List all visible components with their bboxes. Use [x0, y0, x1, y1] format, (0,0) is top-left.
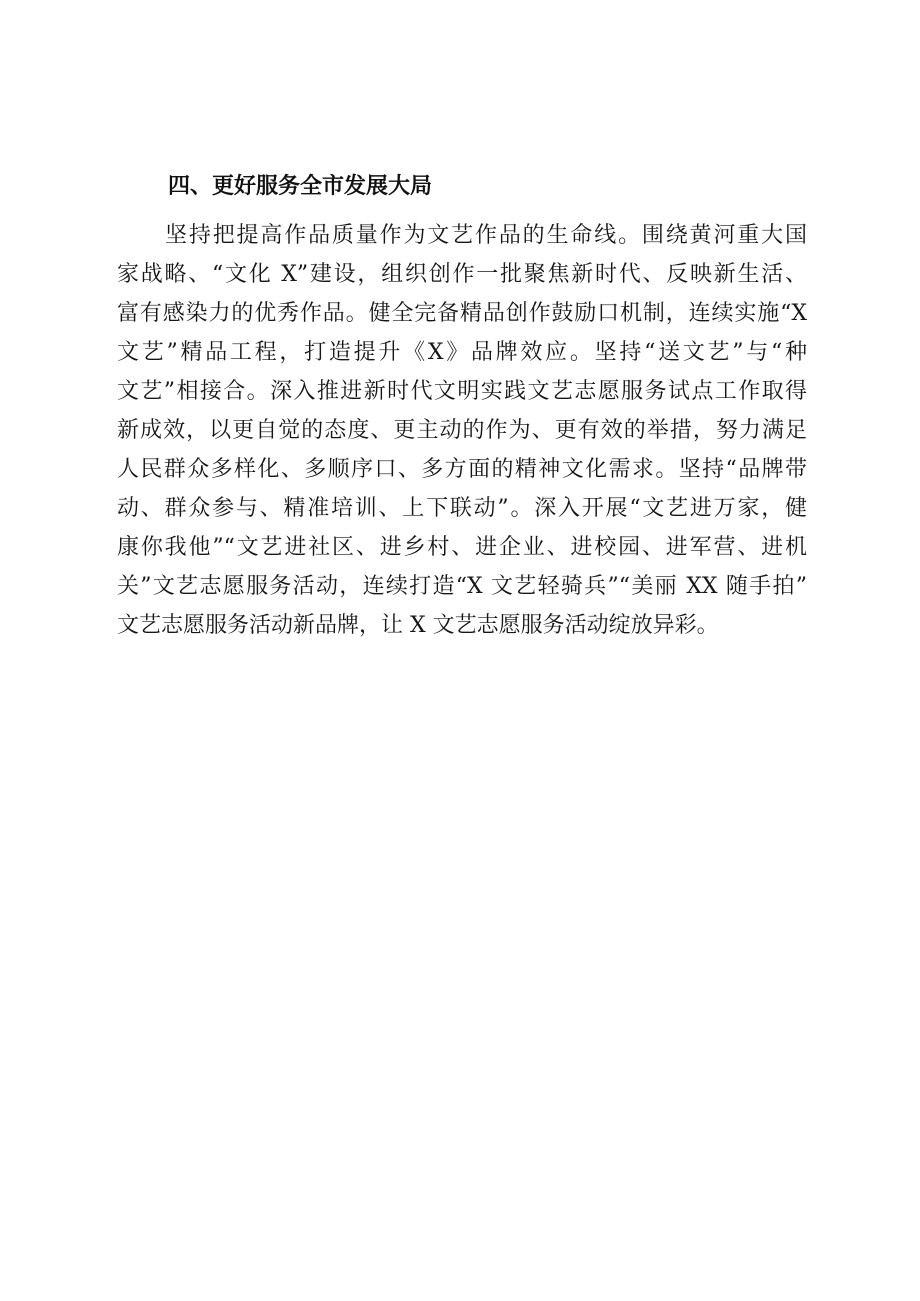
section-heading: 四、更好服务全市发展大局 — [168, 174, 433, 199]
paragraph-line: 坚持把提高作品质量作为文艺作品的生命线。围绕黄河重大国 — [165, 223, 807, 248]
paragraph-line: 关”文艺志愿服务活动，连续打造“X 文艺轻骑兵”“美丽 XX 随手拍” — [117, 574, 807, 599]
paragraph-line: 新成效，以更自觉的态度、更主动的作为、更有效的举措，努力满足 — [117, 418, 807, 443]
body-paragraph — [117, 216, 807, 645]
paragraph-line: 人民群众多样化、多顺序口、多方面的精神文化需求。坚持“品牌带 — [117, 457, 807, 482]
paragraph-line: 富有感染力的优秀作品。健全完备精品创作鼓励口机制，连续实施“X — [117, 301, 807, 326]
paragraph-line: 康你我他”“文艺进社区、进乡村、进企业、进校园、进军营、进机 — [117, 535, 807, 560]
paragraph-line: 家战略、“文化 X”建设，组织创作一批聚焦新时代、反映新生活、 — [117, 262, 807, 287]
paragraph-line: 文艺”相接合。深入推进新时代文明实践文艺志愿服务试点工作取得 — [117, 379, 807, 404]
paragraph-line: 文艺志愿服务活动新品牌，让 X 文艺志愿服务活动绽放异彩。 — [117, 613, 719, 638]
paragraph-line: 动、群众参与、精准培训、上下联动”。深入开展“文艺进万家，健 — [117, 496, 807, 521]
paragraph-line: 文艺”精品工程，打造提升《X》品牌效应。坚持“送文艺”与“种 — [117, 340, 807, 365]
